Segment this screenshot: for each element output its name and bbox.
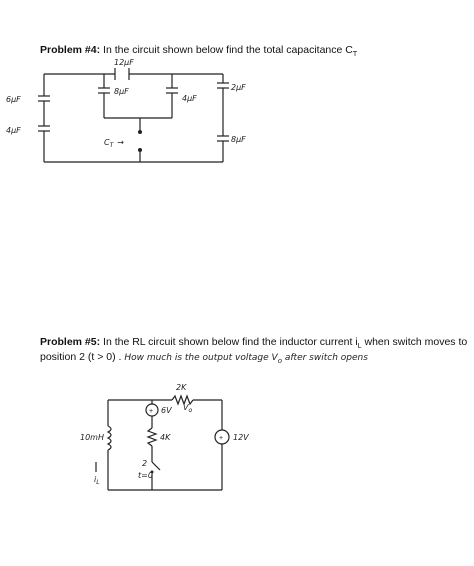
vo-label: $V_o$	[183, 403, 193, 414]
resistor-2k-label: 2K	[176, 383, 187, 392]
problem-5-line1-tail: when switch moves to	[361, 336, 468, 348]
problem-5-line2-hand-tail: after switch opens	[282, 353, 368, 363]
problem-4-text: In the circuit shown below find the total capacitance C	[103, 44, 353, 56]
cap-6uf-label: 6μF	[6, 95, 21, 104]
source-6v-label: 6V	[161, 406, 172, 415]
cap-2uf-label: 2μF	[231, 83, 246, 92]
il-label: $i_L$	[94, 475, 100, 486]
problem-4-label: Problem #4:	[40, 44, 101, 56]
cap-12uf-label: 12μF	[114, 58, 134, 67]
svg-text:+: +	[219, 435, 224, 442]
problem-5-label: Problem #5:	[40, 336, 101, 348]
problem-5-line1: In the RL circuit shown below find the inductor current i	[103, 336, 358, 348]
resistor-4k-label: 4K	[160, 433, 171, 442]
cap-8uf-mid-label: 8μF	[114, 87, 129, 96]
problem-4-subscript: T	[352, 51, 358, 59]
switch-pos-label: 2	[142, 459, 148, 468]
problem-5-line2-hand: How much is the output voltage V	[124, 353, 278, 363]
cap-8uf-right-label: 8μF	[231, 135, 246, 144]
problem-5-line2-printed: position 2 (t > 0) .	[40, 351, 122, 363]
inductor-label: 10mH	[80, 433, 104, 442]
problem-5-line1-sub: L	[357, 343, 362, 351]
problem-5-line2-hand-sub: o	[277, 357, 282, 366]
ct-label: $C_T$ →	[104, 138, 124, 149]
cap-4uf-left-label: 4μF	[6, 126, 21, 135]
cap-4uf-mid-label: 4μF	[182, 94, 197, 103]
switch-t0-label: t=0	[138, 471, 153, 480]
source-12v-label: 12V	[233, 433, 249, 442]
svg-text:+: +	[149, 408, 154, 415]
